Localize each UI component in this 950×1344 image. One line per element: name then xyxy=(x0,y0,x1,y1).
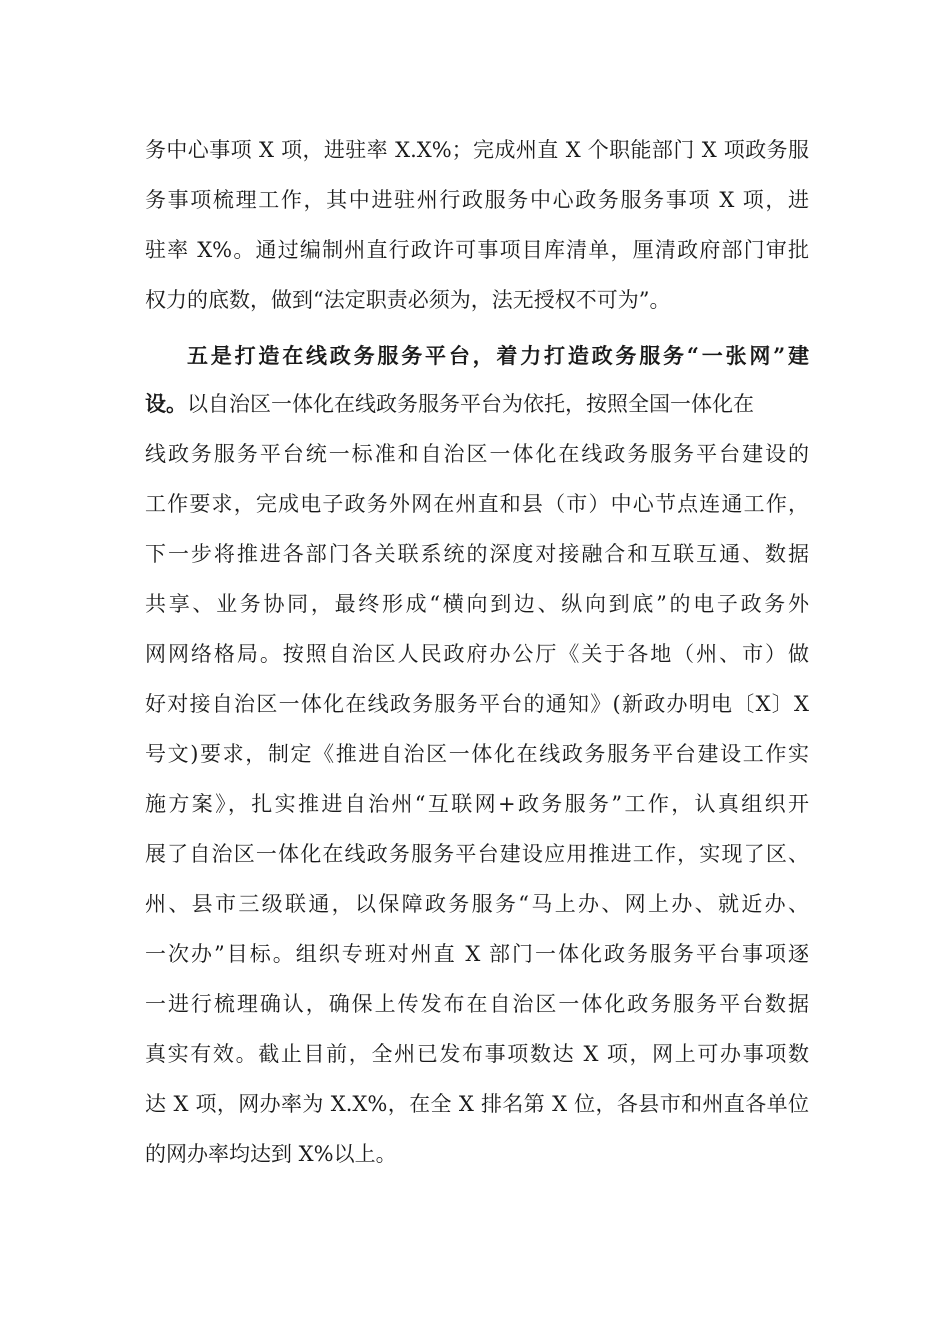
paragraph-2-line-14: 真实有效。截止目前，全州已发布事项数达 X 项，网上可办事项数 xyxy=(145,1042,809,1066)
paragraph-2-line-4: 下一步将推进各部门各关联系统的深度对接融合和互联互通、数据 xyxy=(145,542,809,566)
section-heading: 五是打造在线政务服务平台，着力打造政务服务“一张网”建 xyxy=(187,343,809,368)
paragraph-2-line-1-text: 以自治区一体化在线政务服务平台为依托，按照全国一体化在 xyxy=(187,392,754,416)
paragraph-1-line-2: 务事项梳理工作，其中进驻州行政服务中心政务服务事项 X 项，进 xyxy=(145,188,809,212)
paragraph-1-line-4: 权力的底数，做到“法定职责必须为，法无授权不可为”。 xyxy=(145,288,671,312)
section-heading-tail: 设。 xyxy=(145,391,187,416)
paragraph-2-line-2: 线政务服务平台统一标准和自治区一体化在线政务服务平台建设的 xyxy=(145,442,809,466)
paragraph-2-line-9: 施方案》，扎实推进自治州“互联网+政务服务”工作，认真组织开 xyxy=(145,792,809,816)
paragraph-2-line-15: 达 X 项，网办率为 X.X%，在全 X 排名第 X 位，各县市和州直各单位 xyxy=(145,1092,809,1116)
paragraph-2-line-5: 共享、业务协同，最终形成“横向到边、纵向到底”的电子政务外 xyxy=(145,592,809,616)
paragraph-2-line-16: 的网办率均达到 X%以上。 xyxy=(145,1142,397,1166)
paragraph-2-line-8: 号文)要求，制定《推进自治区一体化在线政务服务平台建设工作实 xyxy=(145,742,809,766)
paragraph-1-line-1: 务中心事项 X 项，进驻率 X.X%；完成州直 X 个职能部门 X 项政务服 xyxy=(145,138,809,162)
paragraph-2-line-12: 一次办”目标。组织专班对州直 X 部门一体化政务服务平台事项逐 xyxy=(145,942,809,966)
paragraph-2-line-10: 展了自治区一体化在线政务服务平台建设应用推进工作，实现了区、 xyxy=(145,842,809,866)
paragraph-1-line-3: 驻率 X%。通过编制州直行政许可事项目库清单，厘清政府部门审批 xyxy=(145,238,809,262)
paragraph-2-line-6: 网网络格局。按照自治区人民政府办公厅《关于各地（州、市）做 xyxy=(145,642,809,666)
paragraph-2-line-11: 州、县市三级联通，以保障政务服务“马上办、网上办、就近办、 xyxy=(145,892,809,916)
paragraph-2-line-3: 工作要求，完成电子政务外网在州直和县（市）中心节点连通工作， xyxy=(145,492,809,516)
paragraph-2-line-1 xyxy=(145,384,809,424)
paragraph-2-line-13: 一进行梳理确认，确保上传发布在自治区一体化政务服务平台数据 xyxy=(145,992,809,1016)
paragraph-2-line-7: 好对接自治区一体化在线政务服务平台的通知》(新政办明电〔X〕X xyxy=(145,692,809,716)
